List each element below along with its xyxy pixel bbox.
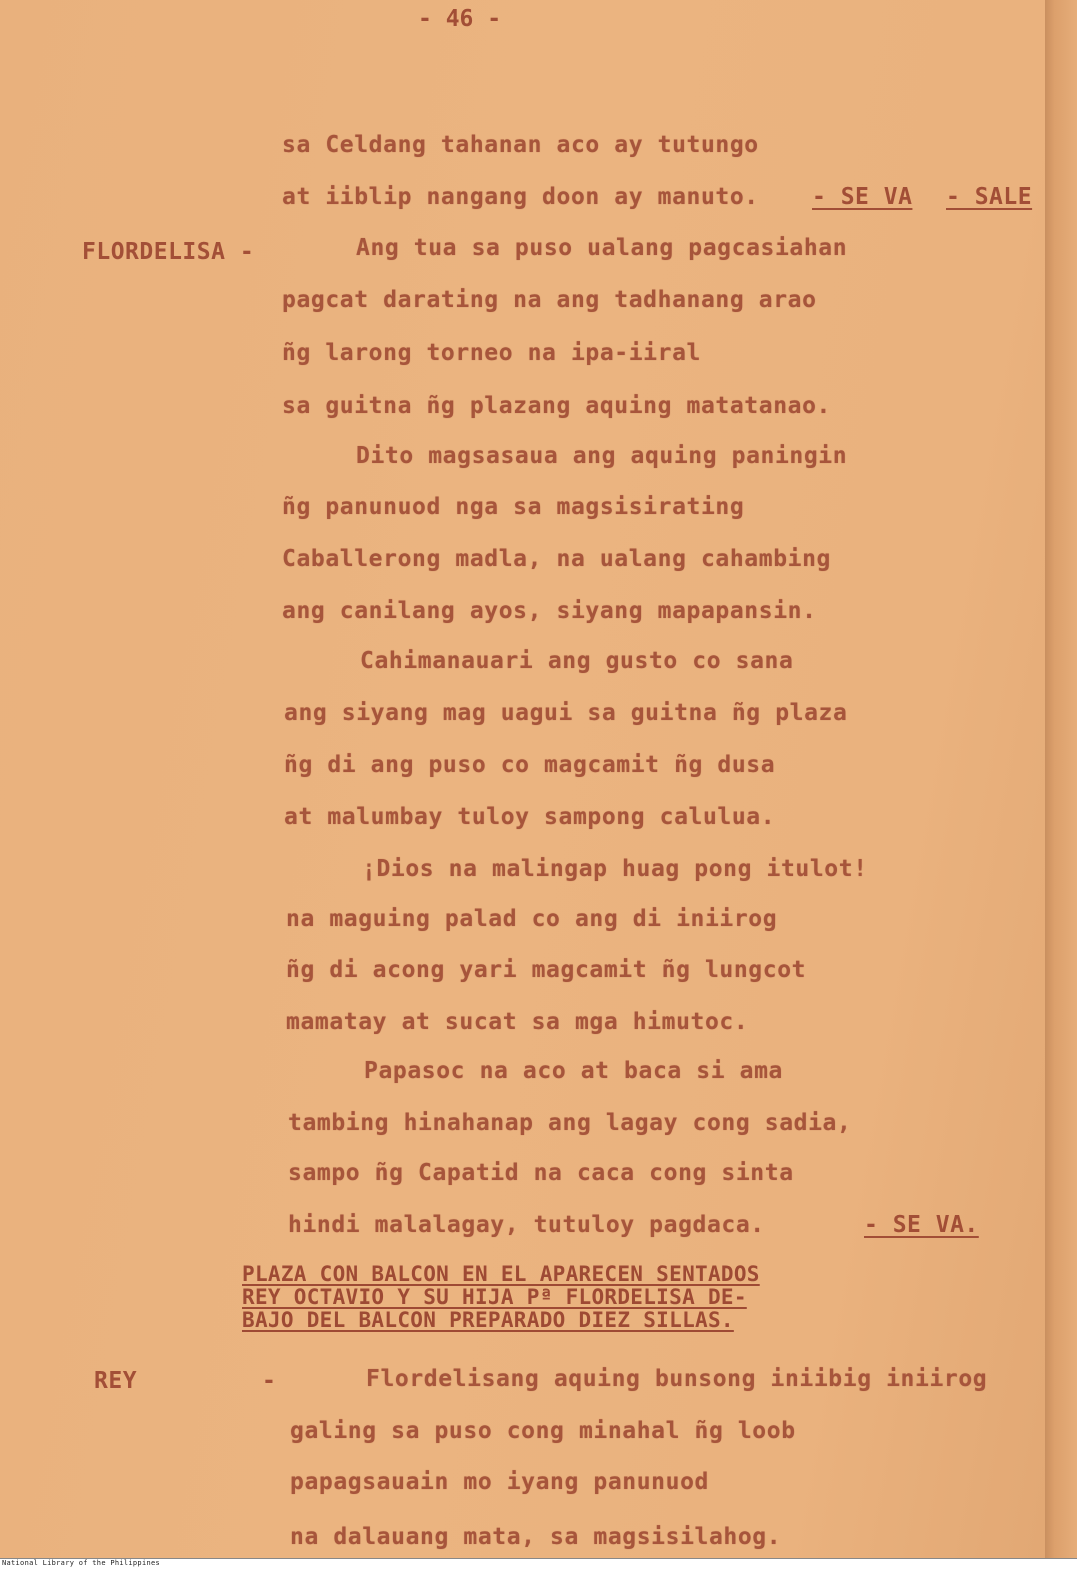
speaker-rey: REY [94,1368,138,1394]
verse-line: Cahimanauari ang gusto co sana [360,648,794,674]
verse-line: ¡Dios na malingap huag pong itulot! [362,856,868,882]
verse-line: sa guitna ñg plazang aquing matatanao. [282,393,831,419]
footer-credit: National Library of the Philippines [2,1559,161,1567]
verse-line: pagcat darating na ang tadhanang arao [282,287,817,313]
verse-line: na maguing palad co ang di iniirog [286,906,778,932]
verse-line: Papasoc na aco at baca si ama [364,1058,783,1084]
verse-line: Caballerong madla, na ualang cahambing [282,546,831,572]
stage-cue-se-va: - SE VA. [864,1212,979,1238]
verse-line: ñg panunuod nga sa magsisirating [282,494,745,520]
speaker-dash: - [262,1368,277,1394]
verse-line: ñg di acong yari magcamit ñg lungcot [286,957,807,983]
stage-direction-line: REY OCTAVIO Y SU HIJA Pª FLORDELISA DE- [242,1285,747,1309]
verse-line: ang siyang mag uagui sa guitna ñg plaza [284,700,848,726]
verse-line: ñg di ang puso co magcamit ñg dusa [284,752,776,778]
stage-cue-se-va: - SE VA [812,184,913,210]
verse-line: na dalauang mata, sa magsisilahog. [290,1524,782,1550]
verse-line: sampo ñg Capatid na caca cong sinta [288,1160,794,1186]
page-number: - 46 - [418,6,502,32]
verse-line: galing sa puso cong minahal ñg loob [290,1418,796,1444]
verse-line: hindi malalagay, tutuloy pagdaca. [288,1212,765,1238]
verse-line: Dito magsasaua ang aquing paningin [356,443,848,469]
verse-line: tambing hinahanap ang lagay cong sadia, [288,1110,852,1136]
speaker-flordelisa: FLORDELISA - [82,239,255,265]
verse-line: mamatay at sucat sa mga himutoc. [286,1009,749,1035]
page-edge [1045,0,1077,1560]
stage-direction-block [230,1262,870,1331]
verse-line: ñg larong torneo na ipa-iiral [282,340,701,366]
verse-line: at malumbay tuloy sampong calulua. [284,804,776,830]
verse-line: ang canilang ayos, siyang mapapansin. [282,598,817,624]
stage-direction-line: BAJO DEL BALCON PREPARADO DIEZ SILLAS. [242,1308,734,1332]
verse-line: Ang tua sa puso ualang pagcasiahan [356,235,848,261]
verse-line: at iiblip nangang doon ay manuto. [282,184,759,210]
verse-line: Flordelisang aquing bunsong iniibig iniirog [366,1366,988,1392]
stage-direction-line: PLAZA CON BALCON EN EL APARECEN SENTADOS [242,1262,760,1286]
stage-cue-sale: - SALE [946,184,1033,210]
footer-strip [0,1558,1077,1569]
verse-line: sa Celdang tahanan aco ay tutungo [282,132,759,158]
verse-line: papagsauain mo iyang panunuod [290,1469,709,1495]
